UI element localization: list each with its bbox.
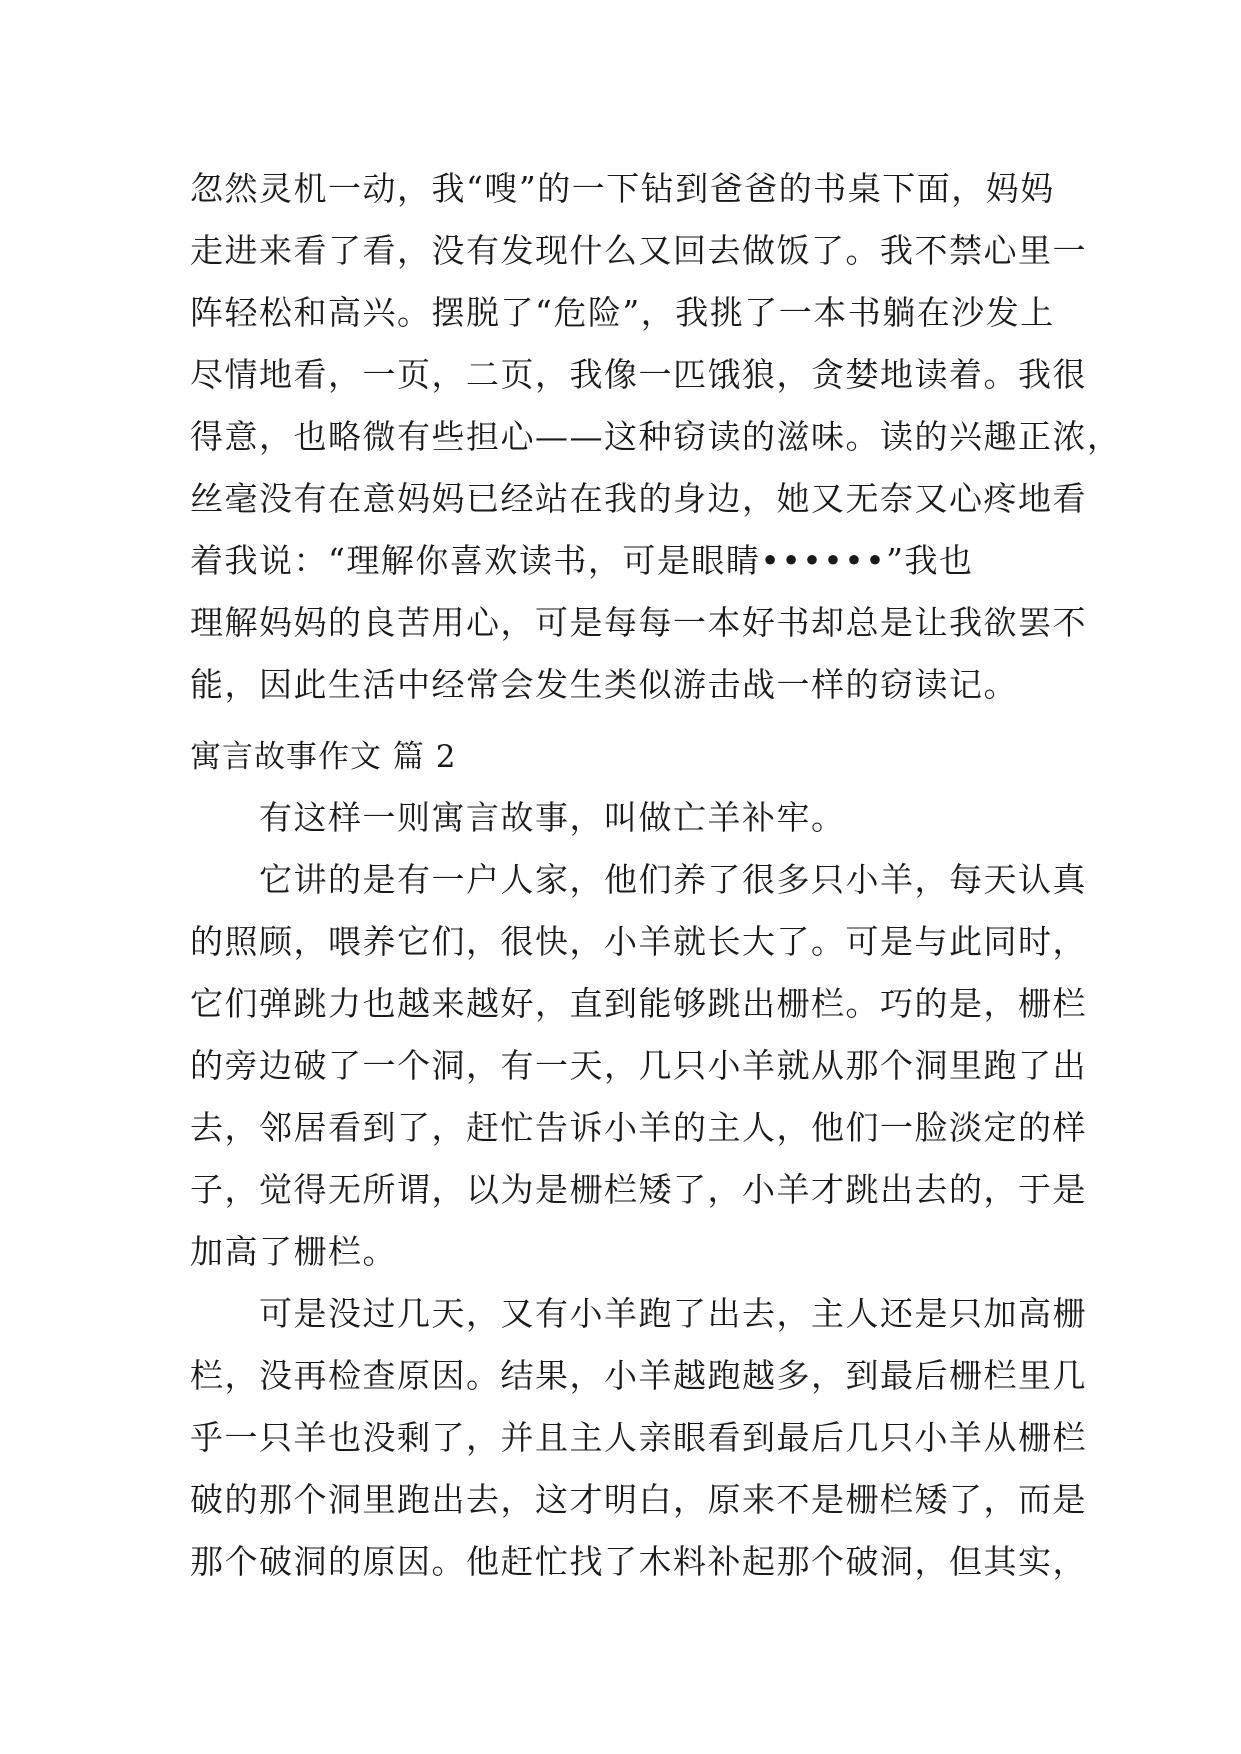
text-line: 着我说：“理解你喜欢读书，可是眼睛••••••”我也: [190, 541, 974, 580]
text-line: 尽情地看，一页，二页，我像一匹饿狼，贪婪地读着。我很: [190, 355, 1087, 394]
text-line: 阵轻松和高兴。摆脱了“危险”，我挑了一本书躺在沙发上: [190, 293, 1055, 332]
text-line: 去，邻居看到了，赶忙告诉小羊的主人，他们一脸淡定的样: [190, 1108, 1087, 1147]
text-line: 理解妈妈的良苦用心，可是每每一本好书却总是让我欲罢不: [190, 603, 1087, 642]
text-line: 它们弹跳力也越来越好，直到能够跳出栅栏。巧的是，栅栏: [190, 984, 1087, 1023]
text-line: 加高了栅栏。: [190, 1232, 397, 1271]
text-line: 走进来看了看，没有发现什么又回去做饭了。我不禁心里一: [190, 231, 1087, 270]
text-line: 得意，也略微有些担心——这种窃读的滋味。读的兴趣正浓，: [190, 417, 1122, 456]
text-line: 栏，没再检查原因。结果，小羊越跑越多，到最后栅栏里几: [190, 1356, 1087, 1395]
section-heading: 寓言故事作文 篇 2: [190, 739, 457, 775]
continued-paragraph: [190, 158, 1122, 716]
text-line: 能，因此生活中经常会发生类似游击战一样的窃读记。: [190, 665, 1018, 704]
text-line: 的照顾，喂养它们，很快，小羊就长大了。可是与此同时，: [190, 922, 1087, 961]
text-line: 子，觉得无所谓，以为是栅栏矮了，小羊才跳出去的，于是: [190, 1170, 1087, 1209]
text-line: 有这样一则寓言故事，叫做亡羊补牢。: [190, 798, 846, 837]
text-line: 忽然灵机一动，我“嗖”的一下钻到爸爸的书桌下面，妈妈: [190, 169, 1055, 208]
text-line: 那个破洞的原因。他赶忙找了木料补起那个破洞，但其实，: [190, 1542, 1087, 1581]
text-line: 破的那个洞里跑出去，这才明白，原来不是栅栏矮了，而是: [190, 1480, 1087, 1519]
text-line: 乎一只羊也没剩了，并且主人亲眼看到最后几只小羊从栅栏: [190, 1418, 1087, 1457]
text-line: 丝毫没有在意妈妈已经站在我的身边，她又无奈又心疼地看: [190, 479, 1087, 518]
text-line: 可是没过几天，又有小羊跑了出去，主人还是只加高栅: [190, 1294, 1087, 1333]
text-line: 它讲的是有一户人家，他们养了很多只小羊，每天认真: [190, 860, 1087, 899]
section-heading-block: [190, 731, 1050, 783]
story-body: [190, 787, 1087, 1593]
text-line: 的旁边破了一个洞，有一天，几只小羊就从那个洞里跑了出: [190, 1046, 1087, 1085]
